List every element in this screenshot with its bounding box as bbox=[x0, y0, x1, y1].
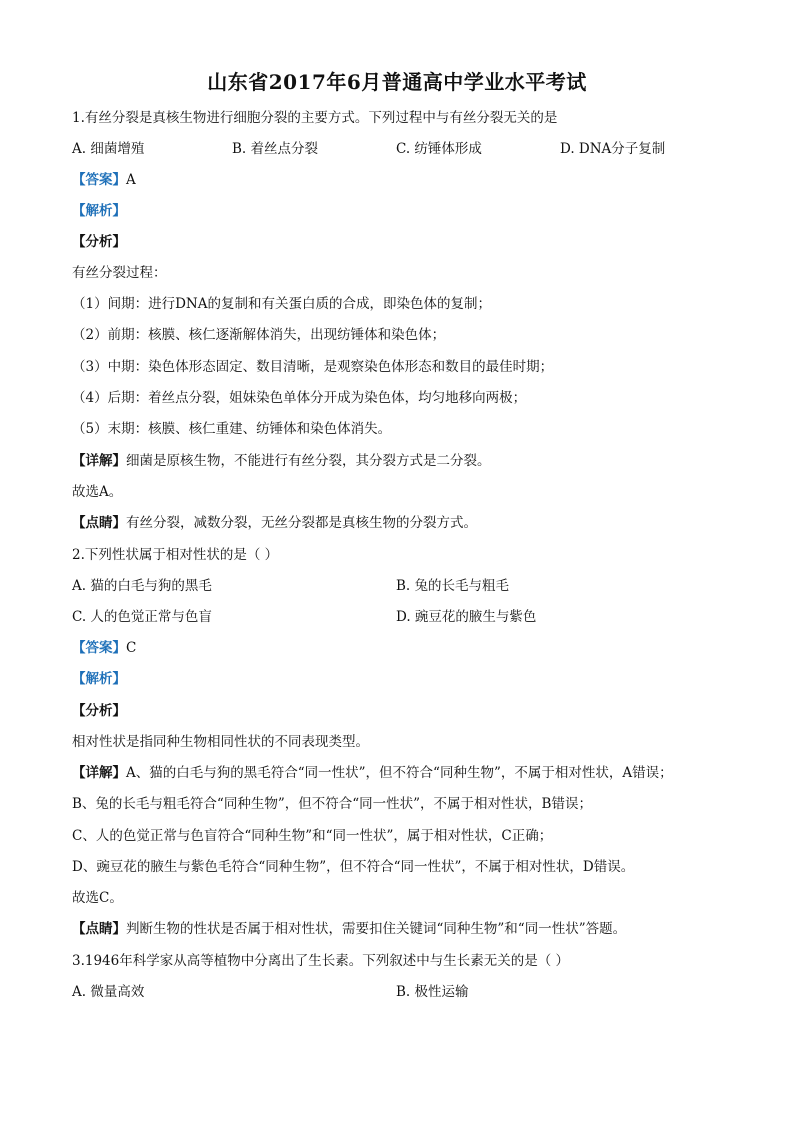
q2-detail-line: B、兔的长毛与粗毛符合“同种生物”，但不符合“同一性状”，不属于相对性状，B错误； bbox=[72, 796, 592, 812]
note-tag: 【点睛】 bbox=[72, 515, 126, 531]
q2-option-d: D. 豌豆花的腋生与紫色 bbox=[396, 609, 537, 625]
fenxi-tag: 【分析】 bbox=[72, 703, 126, 719]
q1-analysis-line: 有丝分裂过程： bbox=[72, 265, 167, 281]
jiexi-tag: 【解析】 bbox=[72, 203, 126, 219]
q1-analysis-line: （4）后期：着丝点分裂，姐妹染色单体分开成为染色体，均匀地移向两极； bbox=[72, 390, 527, 406]
q2-detail-line: D、豌豆花的腋生与紫色毛符合“同种生物”，但不符合“同一性状”，不属于相对性状，D错误。 bbox=[72, 859, 635, 875]
q1-note-text: 有丝分裂，减数分裂，无丝分裂都是真核生物的分裂方式。 bbox=[126, 515, 477, 531]
q2-option-a: A. 猫的白毛与狗的黑毛 bbox=[72, 578, 212, 594]
detail-tag: 【详解】 bbox=[72, 765, 126, 781]
q1-fenxi bbox=[72, 232, 126, 252]
q1-analysis-line: （3）中期：染色体形态固定、数目清晰，是观察染色体形态和数目的最佳时期； bbox=[72, 359, 554, 375]
q1-answer: A bbox=[126, 172, 136, 188]
question-2-stem: 2.下列性状属于相对性状的是（ ） bbox=[72, 547, 279, 563]
q1-note bbox=[72, 513, 477, 533]
q1-option-a: A. 细菌增殖 bbox=[72, 141, 145, 157]
q3-option-a: A. 微量高效 bbox=[72, 984, 145, 1000]
q2-detail-line: C、人的色觉正常与色盲符合“同种生物”和“同一性状”，属于相对性状，C正确； bbox=[72, 828, 553, 844]
q1-answer-line bbox=[72, 170, 136, 190]
jiexi-tag: 【解析】 bbox=[72, 671, 126, 687]
q1-analysis-line: （5）末期：核膜、核仁重建、纺锤体和染色体消失。 bbox=[72, 421, 392, 437]
q2-note-text: 判断生物的性状是否属于相对性状，需要扣住关键词“同种生物”和“同一性状”答题。 bbox=[126, 921, 627, 937]
q2-answer: C bbox=[126, 640, 137, 656]
q2-choose: 故选C。 bbox=[72, 890, 123, 906]
q1-analysis-line: （2）前期：核膜、核仁逐渐解体消失，出现纺锤体和染色体； bbox=[72, 327, 446, 343]
q1-jiexi bbox=[72, 201, 126, 221]
q2-analysis: 相对性状是指同种生物相同性状的不同表现类型。 bbox=[72, 734, 369, 750]
q1-option-d: D. DNA分子复制 bbox=[560, 141, 666, 157]
q2-option-c: C. 人的色觉正常与色盲 bbox=[72, 609, 212, 625]
page-title: 山东省2017年6月普通高中学业水平考试 bbox=[207, 70, 587, 94]
answer-tag: 【答案】 bbox=[72, 172, 126, 188]
note-tag: 【点睛】 bbox=[72, 921, 126, 937]
q2-option-b: B. 兔的长毛与粗毛 bbox=[396, 578, 510, 594]
q1-detail bbox=[72, 451, 491, 471]
fenxi-tag: 【分析】 bbox=[72, 234, 126, 250]
answer-tag: 【答案】 bbox=[72, 640, 126, 656]
q3-option-b: B. 极性运输 bbox=[396, 984, 469, 1000]
q1-choose: 故选A。 bbox=[72, 484, 123, 500]
q2-detail-line bbox=[72, 763, 673, 783]
q2-jiexi bbox=[72, 669, 126, 689]
q2-detail-text: A、猫的白毛与狗的黑毛符合“同一性状”，但不符合“同种生物”，不属于相对性状，A错误； bbox=[126, 765, 673, 781]
q2-note bbox=[72, 919, 626, 939]
question-1-stem: 1.有丝分裂是真核生物进行细胞分裂的主要方式。下列过程中与有丝分裂无关的是 bbox=[72, 110, 558, 126]
q2-fenxi bbox=[72, 701, 126, 721]
q1-detail-text: 细菌是原核生物，不能进行有丝分裂，其分裂方式是二分裂。 bbox=[126, 453, 491, 469]
q1-option-c: C. 纺锤体形成 bbox=[396, 141, 482, 157]
q2-answer-line bbox=[72, 638, 136, 658]
question-3-stem: 3.1946年科学家从高等植物中分离出了生长素。下列叙述中与生长素无关的是（ ） bbox=[72, 953, 570, 969]
q1-analysis-line: （1）间期：进行DNA的复制和有关蛋白质的合成，即染色体的复制； bbox=[72, 296, 491, 312]
q1-option-b: B. 着丝点分裂 bbox=[232, 141, 319, 157]
detail-tag: 【详解】 bbox=[72, 453, 126, 469]
